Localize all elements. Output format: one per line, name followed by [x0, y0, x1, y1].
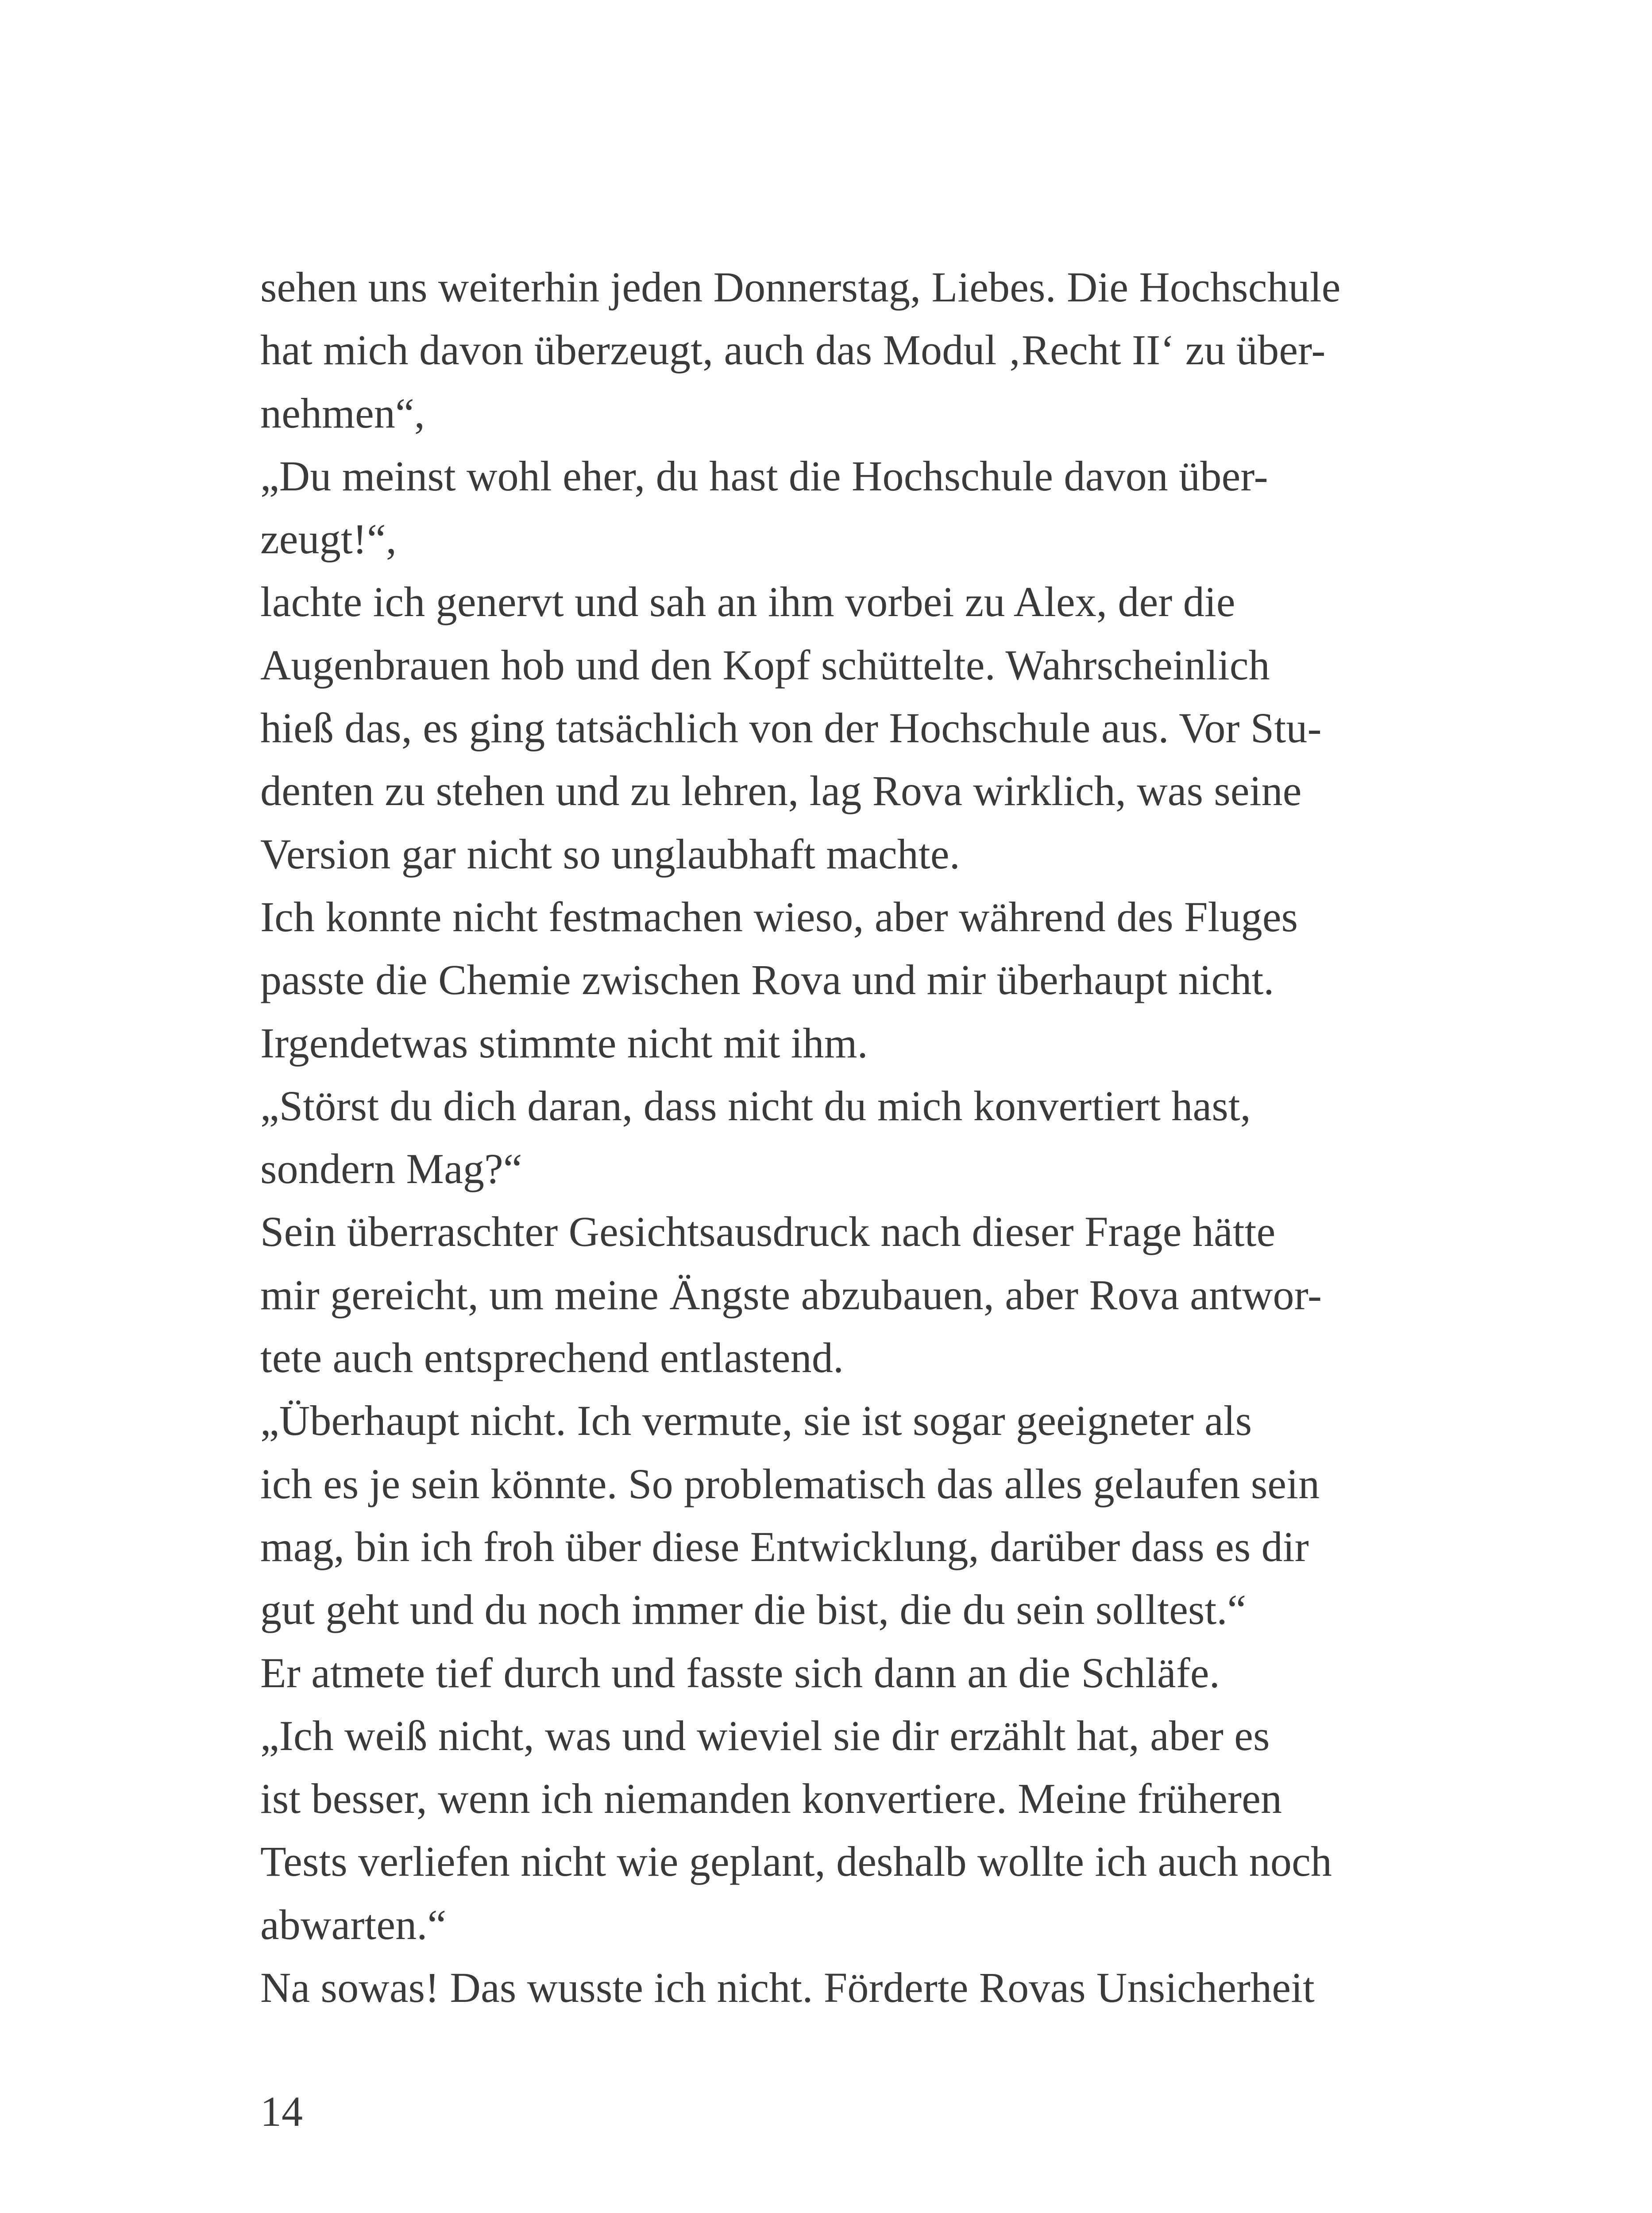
text-line: sehen uns weiterhin jeden Donnerstag, Liebes. Die Hochschule — [260, 263, 1341, 311]
text-line: Irgendetwas stimmte nicht mit ihm. — [260, 1019, 868, 1067]
text-line: „Ich weiß nicht, was und wieviel sie dir erzählt hat, aber es — [260, 1712, 1270, 1759]
text-line: mir gereicht, um meine Ängste abzubauen, aber Rova antwor- — [260, 1271, 1322, 1319]
text-line: denten zu stehen und zu lehren, lag Rova wirklich, was seine — [260, 767, 1302, 815]
text-line: hieß das, es ging tatsächlich von der Hochschule aus. Vor Stu- — [260, 704, 1322, 752]
text-line: mag, bin ich froh über diese Entwicklung, darüber dass es dir — [260, 1523, 1309, 1570]
text-line: „Störst du dich daran, dass nicht du mich konvertiert hast, — [260, 1082, 1251, 1130]
text-line: Er atmete tief durch und fasste sich dann an die Schläfe. — [260, 1649, 1220, 1696]
text-line: zeugt!“, — [260, 515, 397, 563]
text-line: abwarten.“ — [260, 1901, 447, 1948]
text-line: passte die Chemie zwischen Rova und mir überhaupt nicht. — [260, 956, 1274, 1004]
text-line: nehmen“, — [260, 389, 425, 437]
text-line: Augenbrauen hob und den Kopf schüttelte. Wahrscheinlich — [260, 641, 1270, 689]
text-line: Sein überraschter Gesichtsausdruck nach dieser Frage hätte — [260, 1208, 1276, 1256]
text-line: Ich konnte nicht festmachen wieso, aber während des Fluges — [260, 893, 1298, 941]
text-line: hat mich davon überzeugt, auch das Modul ‚Recht II‘ zu über- — [260, 326, 1326, 374]
body-text — [260, 256, 1376, 2019]
text-line: Version gar nicht so unglaubhaft machte. — [260, 830, 960, 878]
text-line: ist besser, wenn ich niemanden konvertiere. Meine früheren — [260, 1775, 1282, 1823]
text-line: lachte ich genervt und sah an ihm vorbei zu Alex, der die — [260, 578, 1235, 626]
page-number: 14 — [260, 2088, 303, 2135]
text-line: ich es je sein könnte. So problematisch das alles gelaufen sein — [260, 1460, 1320, 1507]
text-line: sondern Mag?“ — [260, 1145, 522, 1193]
text-line: tete auch entsprechend entlastend. — [260, 1334, 844, 1382]
text-line: Na sowas! Das wusste ich nicht. Förderte Rovas Unsicherheit — [260, 1964, 1315, 2012]
text-line: „Überhaupt nicht. Ich vermute, sie ist sogar geeigneter als — [260, 1397, 1252, 1445]
text-line: gut geht und du noch immer die bist, die du sein solltest.“ — [260, 1586, 1247, 1634]
text-line: Tests verliefen nicht wie geplant, deshalb wollte ich auch noch — [260, 1838, 1332, 1885]
text-line: „Du meinst wohl eher, du hast die Hochschule davon über- — [260, 452, 1268, 500]
